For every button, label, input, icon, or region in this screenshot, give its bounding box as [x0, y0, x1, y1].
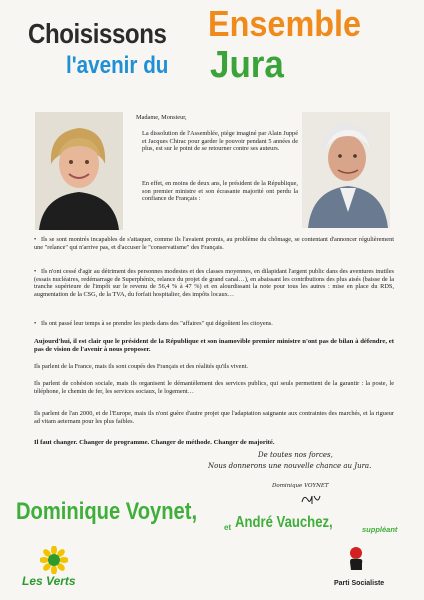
portrait-woman-icon	[35, 112, 123, 230]
header-choisissons: Choisissons	[28, 18, 167, 49]
signature-scribble-icon	[300, 492, 322, 506]
les-verts-logo-text: Les Verts	[22, 574, 76, 588]
substitute-name: André Vauchez,	[235, 514, 333, 531]
letter-paragraph-europe: Ils parlent de l'an 2000, et de l'Europe, mais ils n'ont guère d'autre projet que l'adaptation saignante aux contraintes des marchés, et la rigueur ad vitam aeternam pour les plus faibles.	[34, 410, 394, 425]
handwritten-line-1: De toutes nos forces,	[258, 451, 333, 459]
candidate-connector: et	[224, 523, 232, 532]
substitute-role: suppléant	[362, 525, 398, 534]
letter-bullet-1	[34, 236, 394, 251]
bullet-1-text: Ils se sont montrés incapables de s'attaquer, comme ils l'avaient promis, au problème du chômage, se contentant d'annoncer régulièrement une "relance" qui n'arrive pas, et d'accuser le "conservatisme" des Français.	[34, 236, 394, 251]
letter-salutation: Madame, Monsieur,	[136, 114, 187, 121]
letter-bold-statement: Aujourd'hui, il est clair que le président de la République et son inamovible premier ministre n'ont pas de bilan à défendre, et pas de vision de l'avenir à nous proposer.	[34, 338, 394, 353]
letter-intro-paragraph-2: En effet, en moins de deux ans, le président de la République, son premier ministre et son écrasante majorité ont perdu la confiance de Français :	[142, 180, 298, 203]
letter-intro-paragraph-1: La dissolution de l'Assemblée, piège imaginé par Alain Juppé et Jacques Chirac pour garder le pouvoir pendant 5 années de plus, est sur le point de se retourner contre ses auteurs.	[142, 130, 298, 153]
letter-bullet-3	[34, 320, 394, 328]
sunflower-icon	[40, 546, 68, 574]
bullet-marker: •	[34, 268, 37, 275]
letter-paragraph-cohesion: Ils parlent de cohésion sociale, mais ils organisent le démantèlement des services publics, qui seuls permettent de la garantir : la poste, le téléphone, le chemin de fer, les services sociaux, le logement…	[34, 380, 394, 395]
candidate-name: Dominique Voynet,	[16, 498, 198, 525]
header-jura: Jura	[210, 44, 284, 86]
photo-dominique-voynet	[35, 112, 123, 230]
letter-bullet-2	[34, 268, 394, 298]
header-avenir-du: l'avenir du	[66, 52, 169, 79]
letter-closing-statement: Il faut changer. Changer de programme. Changer de méthode. Changer de majorité.	[34, 439, 275, 446]
bullet-3-text: Ils ont passé leur temps à se prendre les pieds dans des "affaires" qui dégoûtent les citoyens.	[41, 320, 273, 327]
handwritten-line-2: Nous donnerons une nouvelle chance au Jura.	[208, 462, 372, 470]
letter-paragraph-france: Ils parlent de la France, mais ils sont coupés des Français et des réalités qu'ils vivent.	[34, 363, 248, 370]
bullet-marker: •	[34, 320, 37, 327]
bullet-marker: •	[34, 236, 37, 243]
portrait-man-icon	[302, 112, 390, 228]
photo-andre-vauchez	[302, 112, 390, 228]
header-ensemble: Ensemble	[208, 3, 362, 44]
rose-fist-icon	[344, 546, 368, 572]
parti-socialiste-logo-text: Parti Socialiste	[334, 580, 385, 587]
bullet-2-text: Ils n'ont cessé d'agir au détriment des personnes modestes et des classes moyennes, en dilapidant l'argent public dans des aventures inutiles (essais nucléaires, redémarrage de Superphénix, relance du projet de grand canal…), en abaissant les contributions des plus aisés (baisse de la tranche supérieure de l'impôt sur le revenu de 56,4 % à 47 %) et en alourdissant la note pour tous les autres : mise en place du RDS, augmentation de la CSG, de la TVA, du forfait hospitalier, des impôts locaux…	[34, 268, 394, 298]
handwritten-signature-name: Dominique VOYNET	[272, 483, 329, 489]
